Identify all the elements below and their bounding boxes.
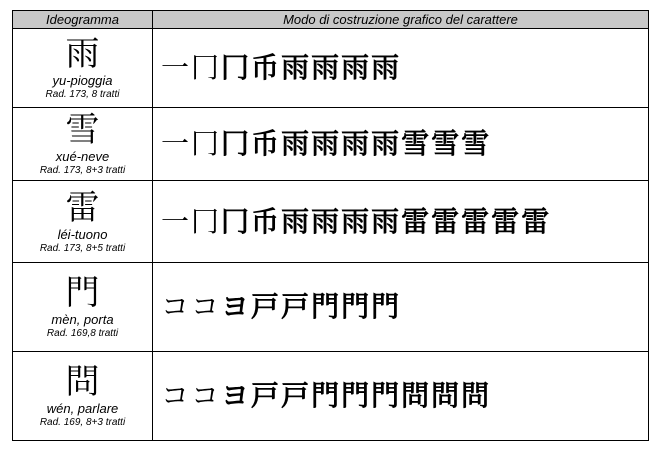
stroke-step: 門: [371, 290, 400, 323]
stroke-step: 雨: [371, 51, 400, 84]
ideogram-name: yu-pioggia: [52, 73, 113, 88]
stroke-step: 雪: [461, 127, 490, 160]
stroke-step: コ: [161, 290, 190, 323]
table-row: [13, 263, 649, 352]
stroke-step: 雨: [371, 127, 400, 160]
header-row: [13, 11, 649, 29]
stroke-step: 戸: [281, 290, 310, 323]
stroke-step: 雷: [431, 204, 460, 238]
stroke-step: 雨: [311, 51, 340, 84]
ideogram-name: léi-tuono: [57, 226, 108, 242]
ideogram-cell: [13, 181, 153, 263]
stroke-step: 問: [401, 379, 430, 412]
stroke-sequence-cell: [153, 108, 649, 181]
stroke-step: 冂: [221, 204, 250, 238]
stroke-step: 雨: [311, 127, 340, 160]
stroke-step: 冂: [221, 127, 250, 160]
stroke-step: 雪: [401, 127, 430, 160]
table-row: [13, 352, 649, 441]
radical-info: Rad. 173, 8+3 tratti: [39, 165, 126, 176]
ideogram-character: 門: [65, 273, 100, 313]
stroke-sequence-cell: [153, 29, 649, 108]
ideogram-character: 雪: [65, 110, 100, 150]
stroke-step: 一: [161, 204, 190, 238]
table-row: [13, 181, 649, 263]
ideogram-character: 雷: [65, 187, 100, 228]
stroke-step: 一: [161, 127, 190, 160]
stroke-step: 雷: [491, 204, 520, 238]
ideogram-character: 雨: [65, 34, 100, 74]
stroke-step: 冂: [191, 51, 220, 84]
stroke-step: ヨ: [221, 379, 250, 412]
stroke-step: 雨: [341, 51, 370, 84]
stroke-step: コ: [191, 379, 220, 412]
stroke-sequence-cell: [153, 181, 649, 263]
stroke-step: 門: [311, 290, 340, 323]
stroke-step: 雨: [281, 204, 310, 238]
stroke-step: 雷: [401, 204, 430, 238]
ideogram-cell: [13, 29, 153, 108]
stroke-step: 雨: [281, 51, 310, 84]
ideogram-name: mèn, porta: [51, 312, 114, 327]
stroke-step: 币: [251, 127, 280, 160]
radical-info: Rad. 173, 8 tratti: [45, 89, 120, 100]
stroke-step: 門: [341, 379, 370, 412]
ideogram-name: xué-neve: [55, 149, 110, 164]
stroke-step: 門: [311, 379, 340, 412]
stroke-step: ヨ: [221, 290, 250, 323]
ideogram-cell: [13, 352, 153, 441]
stroke-step: 冂: [191, 127, 220, 160]
stroke-step: 門: [341, 290, 370, 323]
stroke-sequence-cell: [153, 352, 649, 441]
stroke-step: 戸: [251, 379, 280, 412]
radical-info: Rad. 169, 8+3 tratti: [39, 417, 126, 428]
stroke-step: 雨: [281, 127, 310, 160]
stroke-step: 問: [461, 379, 490, 412]
stroke-step: 一: [161, 51, 190, 84]
table-row: [13, 108, 649, 181]
stroke-order-table: [12, 10, 649, 441]
ideogram-cell: [13, 263, 153, 352]
stroke-step: 币: [251, 204, 280, 238]
stroke-step: 冂: [191, 204, 220, 238]
stroke-step: 冂: [221, 51, 250, 84]
stroke-step: 雷: [521, 204, 550, 238]
header-construction: Modo di costruzione grafico del carattere: [153, 11, 649, 29]
stroke-step: 門: [371, 379, 400, 412]
stroke-step: 雨: [341, 204, 370, 238]
ideogram-cell: [13, 108, 153, 181]
stroke-step: 雨: [311, 204, 340, 238]
ideogram-name: wén, parlare: [46, 401, 119, 416]
stroke-step: 币: [251, 51, 280, 84]
radical-info: Rad. 173, 8+5 tratti: [39, 242, 126, 254]
stroke-step: 問: [431, 379, 460, 412]
stroke-step: コ: [191, 290, 220, 323]
header-ideogram: Ideogramma: [13, 11, 153, 29]
stroke-step: 戸: [251, 290, 280, 323]
stroke-step: 戸: [281, 379, 310, 412]
table-row: [13, 29, 649, 108]
stroke-step: コ: [161, 379, 190, 412]
stroke-step: 雪: [431, 127, 460, 160]
stroke-sequence-cell: [153, 263, 649, 352]
radical-info: Rad. 169,8 tratti: [46, 328, 119, 339]
stroke-step: 雨: [341, 127, 370, 160]
ideogram-character: 問: [65, 362, 100, 402]
stroke-step: 雷: [461, 204, 490, 238]
stroke-step: 雨: [371, 204, 400, 238]
